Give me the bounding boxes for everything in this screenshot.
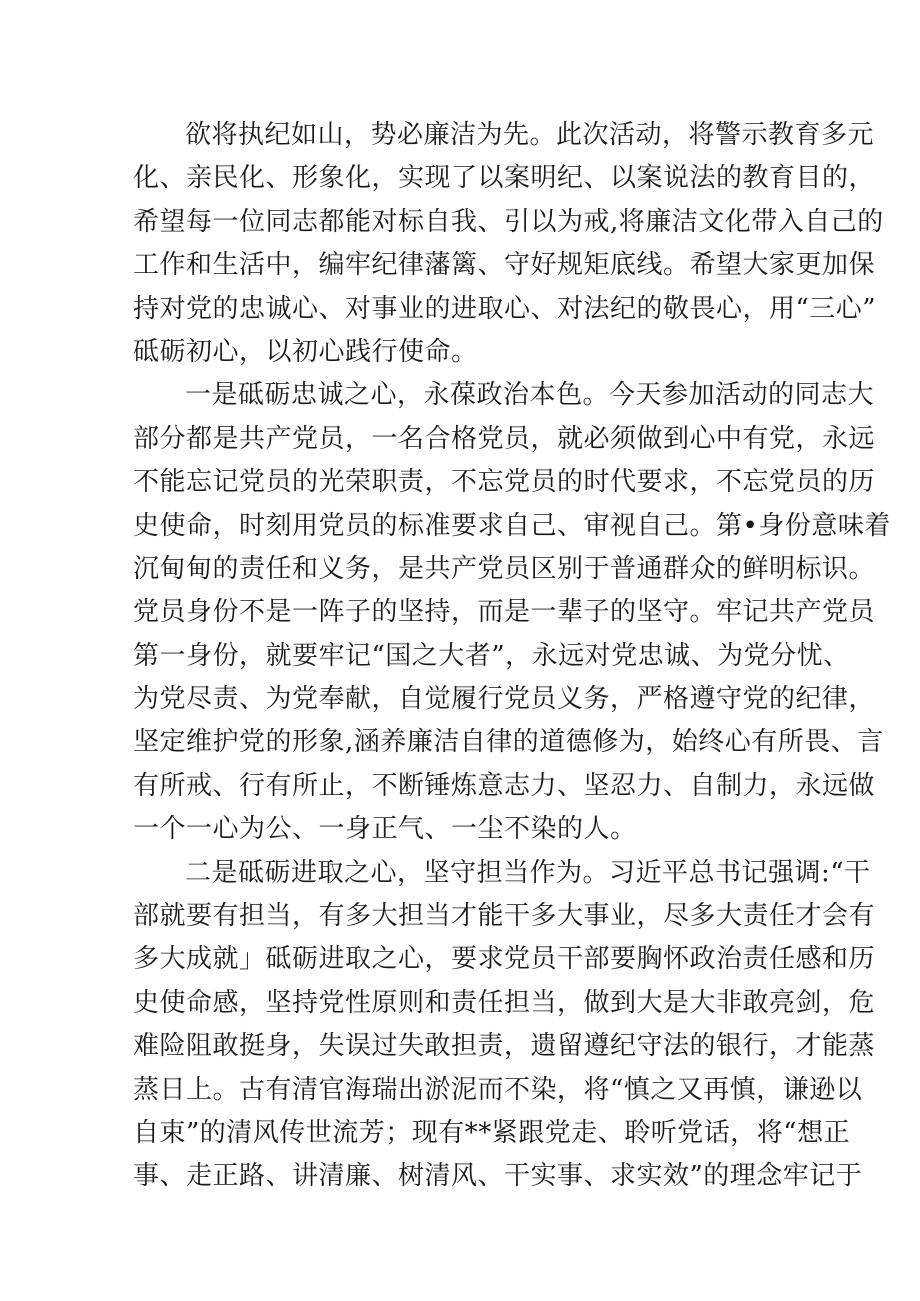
paragraph-enterprise [133,852,876,1199]
text-line: 部分都是共产党员，一名合格党员，就必须做到心中有党，永远 [133,423,876,454]
text-line: 化、亲民化、形象化，实现了以案明纪、以案说法的教育目的， [133,163,876,194]
text-line: 部就要有担当，有多大担当才能干多大事业，尽多大责任才会有 [133,901,876,932]
paragraph-loyalty [133,374,891,851]
text-line: 沉甸甸的责任和义务，是共产党员区别于普通群众的鲜明标识。 [133,553,876,584]
text-line: 为党尽责、为党奉献，自觉履行党员义务，严格遵守党的纪律， [133,684,876,715]
text-line: 自束”的清风传世流芳；现有**紧跟党走、聆听党话，将“想正 [133,1117,851,1148]
text-line: 党员身份不是一阵子的坚持，而是一辈子的坚守。牢记共产党员 [133,597,876,628]
text-line: 难险阻敢挺身，失误过失敢担责，遗留遵纪守法的银行，才能蒸 [133,1031,876,1062]
text-line: 不能忘记党员的光荣职责，不忘党员的时代要求，不忘党员的历 [133,467,876,498]
text-line: 希望每一位同志都能对标自我、引以为戒,将廉洁文化带入自己的 [133,206,884,237]
text-line: 一是砥砺忠诚之心，永葆政治本色。今天参加活动的同志大 [185,380,875,411]
text-line: 史使命，时刻用党员的标准要求自己、审视自己。第•身份意味着 [133,510,891,541]
document-body [133,114,891,1199]
text-line: 有所戒、行有所止，不断锤炼意志力、坚忍力、自制力，永远做 [133,770,876,801]
text-line: 欲将执纪如山，势必廉洁为先。此次活动，将警示教育多元 [185,120,875,150]
text-line: 一个一心为公、一身正气、一尘不染的人。 [133,814,637,845]
text-line: 二是砥砺进取之心，坚守担当作为。习近平总书记强调:“干 [185,857,871,888]
text-line: 工作和生活中，编牢纪律藩篱、守好规矩底线。希望大家更加保 [133,250,876,281]
text-line: 第一身份，就要牢记“国之大者”，永远对党忠诚、为党分忧、 [133,640,850,671]
text-line: 蒸日上。古有清官海瑞出淤泥而不染，将“慎之又再慎，谦逊以 [133,1074,863,1105]
paragraph-intro [133,114,884,374]
text-line: 史使命感，坚持党性原则和责任担当，做到大是大非敢亮剑，危 [133,987,876,1018]
text-line: 砥砺初心，以初心践行使命。 [133,336,478,367]
text-line: 持对党的忠诚心、对事业的进取心、对法纪的敬畏心，用“三心” [133,293,877,324]
text-line: 事、走正路、讲清廉、树清风、干实事、求实效”的理念牢记于 [133,1161,863,1192]
text-line: 坚定维护党的形象,涵养廉洁自律的道德修为，始终心有所畏、言 [133,727,884,758]
text-line: 多大成就」砥砺进取之心，要求党员干部要胸怀政治责任感和历 [133,944,876,975]
